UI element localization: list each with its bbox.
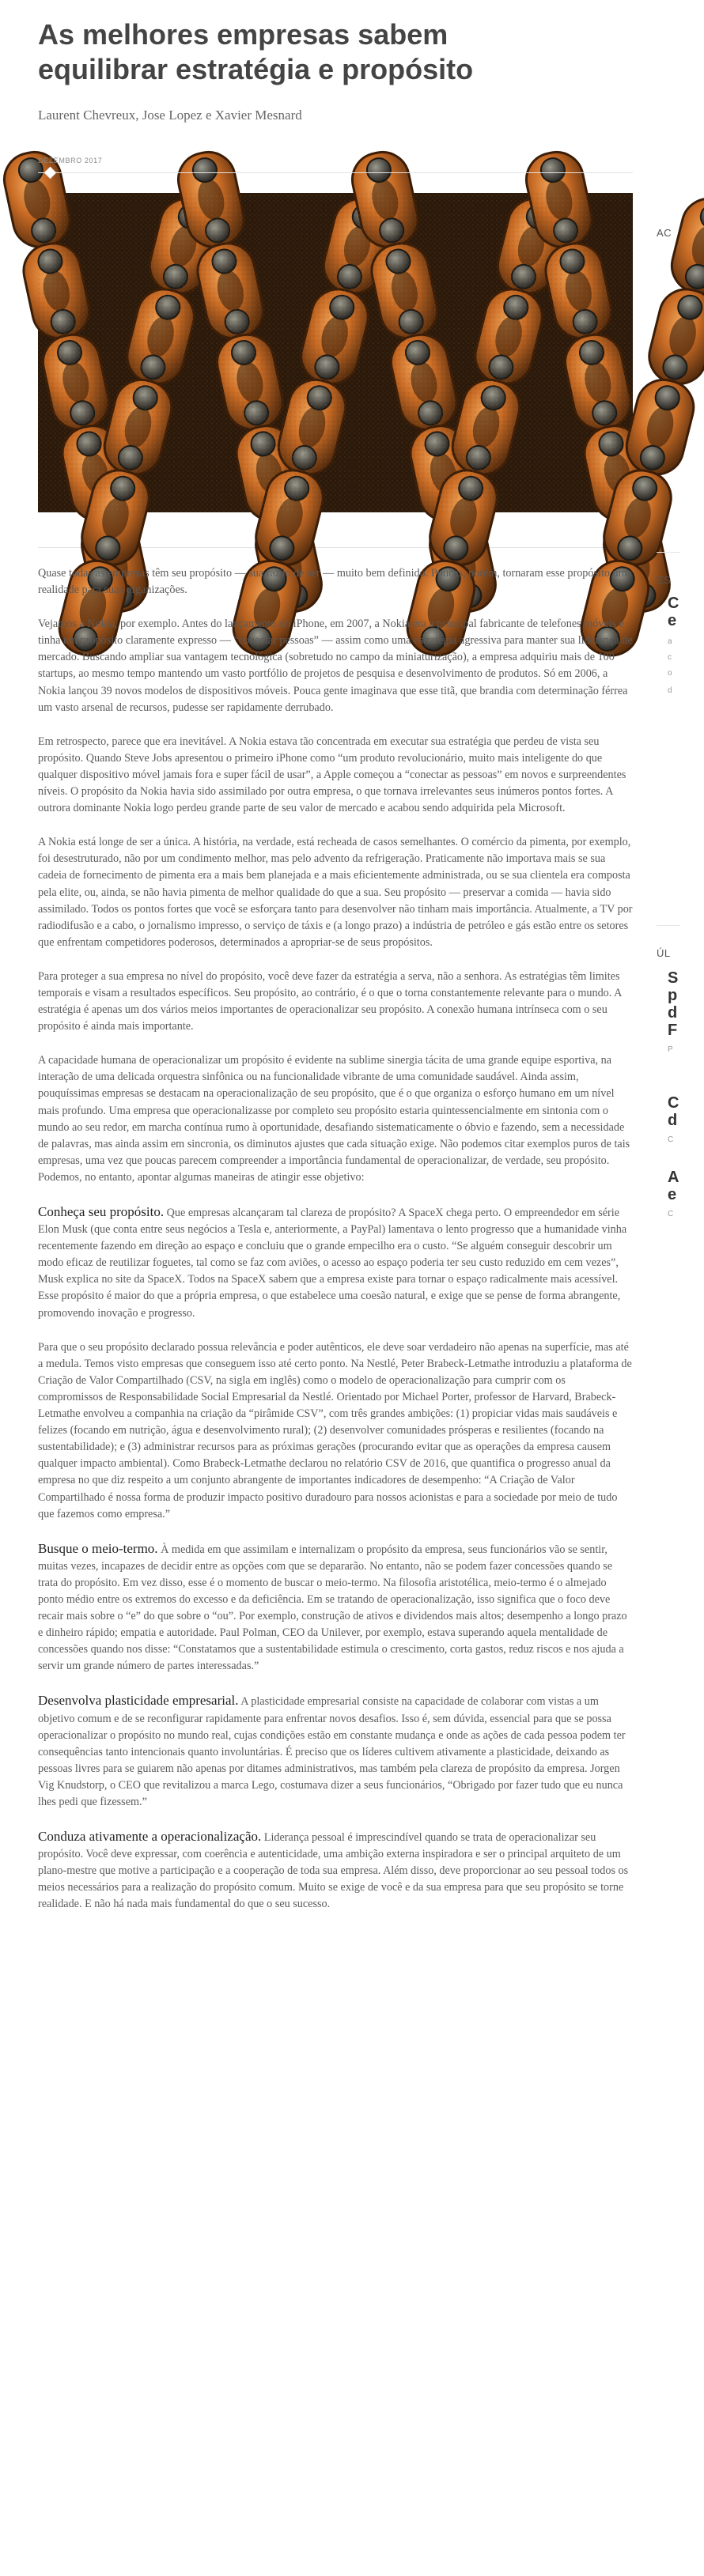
sidebar-section-ul: ÚL bbox=[657, 947, 671, 959]
sidebar-item-meta: c bbox=[668, 653, 672, 662]
paragraph: Para que o seu propósito declarado possua relevância e poder autênticos, ele deve soar verdadeiro não apenas na superfície, mas até a medula. Temos visto empresas que conseguem isso até certo ponto. Na Nestlé, Peter Brabeck-Letmathe introduziu a plataforma de Criação de Valor Compartilhado (CSV, na sigla em inglês) como o modelo de operacionalização para cumprir com os compromissos de Responsabilidade Social Empresarial da Nestlé. Orientado por Michael Porter, professor de Harvard, Brabeck-Letmathe envolveu a companhia na criação da “pirâmide CSV”, com três grandes ambições: (1) propiciar vidas mais saudáveis e felizes (focando em nutrição, água e desenvolvimento rural); (2) desenvolver comunidades prósperas e resilientes (focando na sustentabilidade); e (3) administrar recursos para as próximas gerações (procurando evitar que as operações da empresa causem qualquer impacto ambiental). Como Brabeck-Letmathe declarou no relatório CSV de 2016, que quantifica o progresso anual da empresa no que diz respeito a um conjunto abrangente de importantes indicadores de desempenho: “A Criação de Valor Compartilhado é nossa forma de produzir impacto positivo duradouro para nossos acionistas e para a sociedade por meio de tudo que fazemos como empresa.” bbox=[38, 1340, 632, 1520]
sidebar-item-glyph[interactable]: e bbox=[668, 1186, 677, 1203]
hero-image-chain bbox=[38, 193, 633, 512]
paragraph: Em retrospecto, parece que era inevitável. A Nokia estava tão concentrada em executar sua estratégia que perdeu de vista seu propósito. Quando Steve Jobs apresentou o primeiro iPhone como “um produto revolucionário, muito mais inteligente do que qualquer dispositivo móvel jamais fora e super fácil de usar”, a Apple começou a “conectar as pessoas” em novos e surpreendentes níveis. O propósito da Nokia havia sido assimilado por outra empresa, o que tornava irrelevantes seus inúmeros pontos fortes. A outrora dominante Nokia logo perdeu grande parte de seu valor de mercado e acabou sendo adquirida pela Microsoft. bbox=[38, 735, 626, 815]
sidebar-item-glyph[interactable]: p bbox=[668, 987, 678, 1004]
sidebar-item-meta: P bbox=[668, 1045, 673, 1054]
article-authors[interactable]: Laurent Chevreux, Jose Lopez e Xavier Mesnard bbox=[38, 108, 302, 123]
sidebar-divider bbox=[657, 552, 680, 553]
article bbox=[38, 0, 633, 1931]
paragraph: Vejamos a Nokia, por exemplo. Antes do lançamento do iPhone, em 2007, a Nokia era a principal fabricante de telefones móveis e tinha um propósito claramente expresso — “conectar pessoas” — assim como uma estratégia agressiva para manter sua liderança de mercado. Buscando ampliar sua vantagem tecnológica (sobretudo no campo da miniaturização), a empresa adquiriu mais de 100 startups, ao mesmo tempo mantendo um vasto portfólio de projetos de pesquisa e desenvolvimento de produtos. Só em 2006, a Nokia lançou 39 novos modelos de dispositivos móveis. Pouca gente imaginava que esse titã, que brandia com determinação férrea um vasto arsenal de recursos, pudesse ser rapidamente derrubado. bbox=[38, 618, 633, 714]
paragraph bbox=[38, 1692, 633, 1811]
paragraph-text: Que empresas alcançaram tal clareza de propósito? A SpaceX chega perto. O empreendedor em série Elon Musk (que conta entre seus negócios a Tesla e, anteriormente, a PayPal) lamentava o lento progresso que a humanidade vinha recentemente fazendo em direção ao espaço e concluiu que o grande empecilho era o custo. “Se alguém conseguir descobrir um modo eficaz de reutilizar foguetes, tal como se faz com aviões, o acesso ao espaço poderia ter seu custo reduzido em cem vezes”, Musk explica no site da SpaceX. Todos na SpaceX sabem que a empresa existe para tornar o espaço radicalmente mais acessível. Esse propósito é maior do que a própria empresa, o que estabelece uma coesão natural, e exige que se pense de forma abrangente, promovendo inovação e progresso. bbox=[38, 1207, 627, 1320]
paragraph bbox=[38, 1828, 633, 1913]
sidebar-item-glyph[interactable]: S bbox=[668, 969, 679, 987]
sidebar-item-glyph[interactable]: F bbox=[668, 1022, 678, 1039]
paragraph-lead: Conduza ativamente a operacionalização. bbox=[38, 1829, 262, 1845]
dateline bbox=[38, 157, 633, 176]
title-line-2: equilibrar estratégia e propósito bbox=[38, 53, 474, 85]
paragraph-lead: Conheça seu propósito. bbox=[38, 1204, 165, 1219]
paragraph: Para proteger a sua empresa no nível do propósito, você deve fazer da estratégia a serva, não a senhora. As estratégias têm limites temporais e visam a resultados específicos. Seu propósito, ao contrário, é o que o torna constantemente relevante para o mundo. A estratégia é apenas um dos vários meios importantes de operacionalizar seu propósito. A conexão humana intrínseca com o seu propósito é ainda mais importante. bbox=[38, 969, 622, 1033]
publish-date: DEZEMBRO 2017 bbox=[38, 157, 103, 164]
paragraph-lead: Desenvolva plasticidade empresarial. bbox=[38, 1693, 239, 1709]
sidebar-item-glyph[interactable]: e bbox=[668, 612, 677, 629]
sidebar-item-meta: C bbox=[668, 1210, 674, 1218]
sidebar-item-meta: C bbox=[668, 1135, 674, 1144]
paragraph bbox=[38, 1203, 633, 1322]
sidebar-item-glyph[interactable]: C bbox=[668, 595, 679, 612]
article-body bbox=[38, 565, 633, 1913]
sidebar-item-glyph[interactable]: C bbox=[668, 1094, 679, 1112]
paragraph: A capacidade humana de operacionalizar um propósito é evidente na sublime sinergia tácita de uma grande equipe esportiva, na interação de uma delicada orquestra sinfônica ou na funcionalidade vibrante de uma comunidade saudável. Ainda assim, pouquíssimas empresas se destacam na operacionalização de seu propósito, que é o que organiza o esforço humano em um nível mais profundo. Uma empresa que operacionalizasse por completo seu propósito estaria quintessencialmente em sintonia com o mundo ao seu redor, em marcha contínua rumo à oportunidade, desafiando sistematicamente o óbvio e fazendo, sem a necessidade de palavras, mas ainda assim em sincronia, os diminutos ajustes que cada situação exige. Não podemos citar exemplos puros de tais empresas, uma vez que poucas parecem compreender a importância fundamental de operacionalizar, de verdade, seu propósito. Podemos, no entanto, apontar algumas maneiras de atingir esse objetivo: bbox=[38, 1054, 630, 1184]
sidebar-item-glyph[interactable]: d bbox=[668, 1112, 678, 1129]
paragraph-lead: Busque o meio-termo. bbox=[38, 1540, 158, 1556]
sidebar-tab-ac[interactable]: AC bbox=[657, 227, 672, 239]
paragraph: Quase todas as empresas têm seu propósito — sua razão de ser — muito bem definido. Poucas, porém, tornaram esse propósito uma realidade para suas organizações. bbox=[38, 567, 632, 597]
paragraph-text: A plasticidade empresarial consiste na capacidade de colaborar com vistas a um objetivo comum e de se reconfigurar rapidamente para enfrentar novos desafios. Isso é, sem dúvida, essencial para que se possa operacionalizar o propósito no mundo real, cujas condições estão em constante mudança e onde as ações de cada pessoa podem ter consequências tanto intencionais quanto involuntárias. É preciso que os líderes cultivem ativamente a plasticidade, deixando as pessoas livres para se guiarem não apenas por ditames administrativos, mas também pela clareza de propósito da empresa. Jorgen Vig Knudstorp, o CEO que revitalizou a marca Lego, costumava dizer a seus funcionários, “Obrigado por fazer tudo que eu nunca lhes pedi que fizessem.” bbox=[38, 1695, 626, 1808]
sidebar-item-glyph[interactable]: d bbox=[668, 1004, 678, 1022]
sidebar-item-meta: a bbox=[668, 637, 672, 646]
paragraph: A Nokia está longe de ser a única. A história, na verdade, está recheada de casos semelhantes. O comércio da pimenta, por exemplo, foi desestruturado, não por um condimento melhor, mas pelo advento da refrigeração. Praticamente não importava mais se sua cadeia de fornecimento de pimenta era a mais bem planejada e a mais eficientemente administrada, ou se sua clientela era composta pela elite, ou, ainda, se não havia pimenta de melhor qualidade do que a sua. Seu propósito — preservar a comida — havia sido assimilado. Todos os pontos fortes que você se esforçara tanto para desenvolver não tinham mais importância. Atualmente, a TV por radiodifusão e a cabo, o jornalismo impresso, o serviço de táxis e (a longo prazo) a indústria de petróleo e gás estão entre os setores que enfrentam competidores poderosos, determinados a apropriar-se de seus propósitos. bbox=[38, 836, 633, 949]
article-title bbox=[38, 17, 633, 87]
sidebar-divider bbox=[657, 925, 680, 926]
paragraph-text: À medida em que assimilam e internalizam o propósito da empresa, seus funcionários vão se sentir, muitas vezes, incapazes de decidir entre as opções com que se depararão. No entanto, não se podem fazer concessões quando se trata do propósito. Em vez disso, esse é o momento de buscar o meio-termo. Na filosofia aristotélica, meio-termo é o almejado ponto médio entre os extremos do excesso e da deficiência. Em se tratando de operacionalização, isso significa que o foco deve recair mais sobre o “e” do que sobre o “ou”. Por exemplo, construção de ativos e dividendos mais altos; desempenho a longo prazo e dinheiro rápido; empatia e autoridade. Paul Polman, CEO da Unilever, por exemplo, estava superando aquela mentalidade de concessões quando nos disse: “Constatamos que a sustentabilidade estimula o crescimento, corta gastos, reduz riscos e nos ajuda a servir um grande número de partes interessadas.” bbox=[38, 1543, 627, 1673]
paragraph-text: Liderança pessoal é imprescindível quando se trata de operacionalizar seu propósito. Você deve expressar, com coerência e autenticidade, uma ambição externa inspiradora e ser o principal arquiteto de um plano-mestre que motive a participação e a cooperação de toda sua empresa. Além disso, deve proporcionar ao seu pessoal todos os meios necessários para a realização do propósito comum. Muito se exige de você e da sua empresa para que seu propósito se torne realidade. E não há nada mais fundamental do que o seu sucesso. bbox=[38, 1831, 629, 1911]
sidebar-item-glyph[interactable]: A bbox=[668, 1169, 679, 1186]
sidebar-section-es: ES bbox=[657, 574, 672, 586]
title-line-1: As melhores empresas sabem bbox=[38, 18, 449, 51]
paragraph bbox=[38, 1540, 633, 1675]
sidebar-item-meta: o bbox=[668, 669, 672, 678]
sidebar-item-meta: d bbox=[668, 686, 672, 695]
date-divider bbox=[38, 172, 633, 173]
